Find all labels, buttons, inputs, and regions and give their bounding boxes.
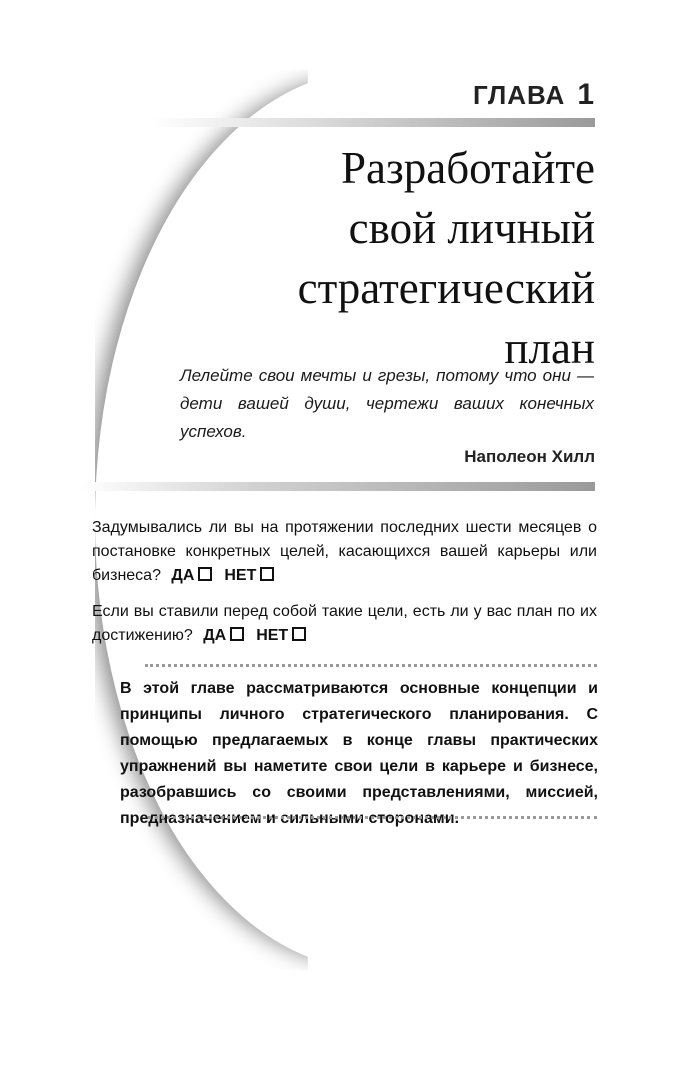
chapter-number: 1 (577, 78, 595, 111)
no-label: НЕТ (224, 567, 257, 584)
yes-label: ДА (171, 567, 195, 584)
chapter-label: ГЛАВА (472, 80, 566, 110)
no-label: НЕТ (256, 627, 289, 644)
chapter-heading (473, 78, 595, 112)
question-text: Задумывались ли вы на протяжении последних шести месяцев о постановке конкретных целей, касающихся вашей карьеры или бизнеса? (92, 519, 597, 584)
no-checkbox[interactable] (260, 567, 274, 581)
chapter-summary: В этой главе рассматриваются основные концепции и принципы личного стратегического планирования. С помощью предлагаемых в конце главы практических упражнений вы наметите свои цели в карьере и бизнесе, разобравшись со своими представлениями, миссией, предназначением и сильными сторонами. (120, 680, 598, 827)
section-rule (80, 482, 595, 491)
dotted-divider-bottom (148, 816, 597, 819)
question-item (92, 600, 597, 648)
epigraph (180, 362, 594, 446)
question-text: Если вы ставили перед собой такие цели, есть ли у вас план по их достижению? (92, 603, 597, 644)
epigraph-author: Наполеон Хилл (464, 447, 595, 466)
title-line: Разработайте (341, 143, 595, 193)
question-item (92, 516, 597, 588)
answer-options (203, 627, 306, 644)
no-checkbox[interactable] (292, 627, 306, 641)
chapter-title (175, 138, 595, 378)
chapter-rule (150, 118, 595, 127)
epigraph-text: Лелейте свои мечты и грезы, потому что они — дети вашей души, чертежи ваших конечных успехов. (180, 366, 594, 441)
yes-checkbox[interactable] (230, 627, 244, 641)
self-check-questions (92, 516, 597, 660)
title-line: свой личный (348, 203, 595, 253)
title-line: стратегический (297, 263, 595, 313)
yes-checkbox[interactable] (198, 567, 212, 581)
yes-label: ДА (203, 627, 227, 644)
dotted-divider-top (145, 664, 597, 667)
answer-options (171, 567, 274, 584)
title-line: план (504, 323, 595, 373)
